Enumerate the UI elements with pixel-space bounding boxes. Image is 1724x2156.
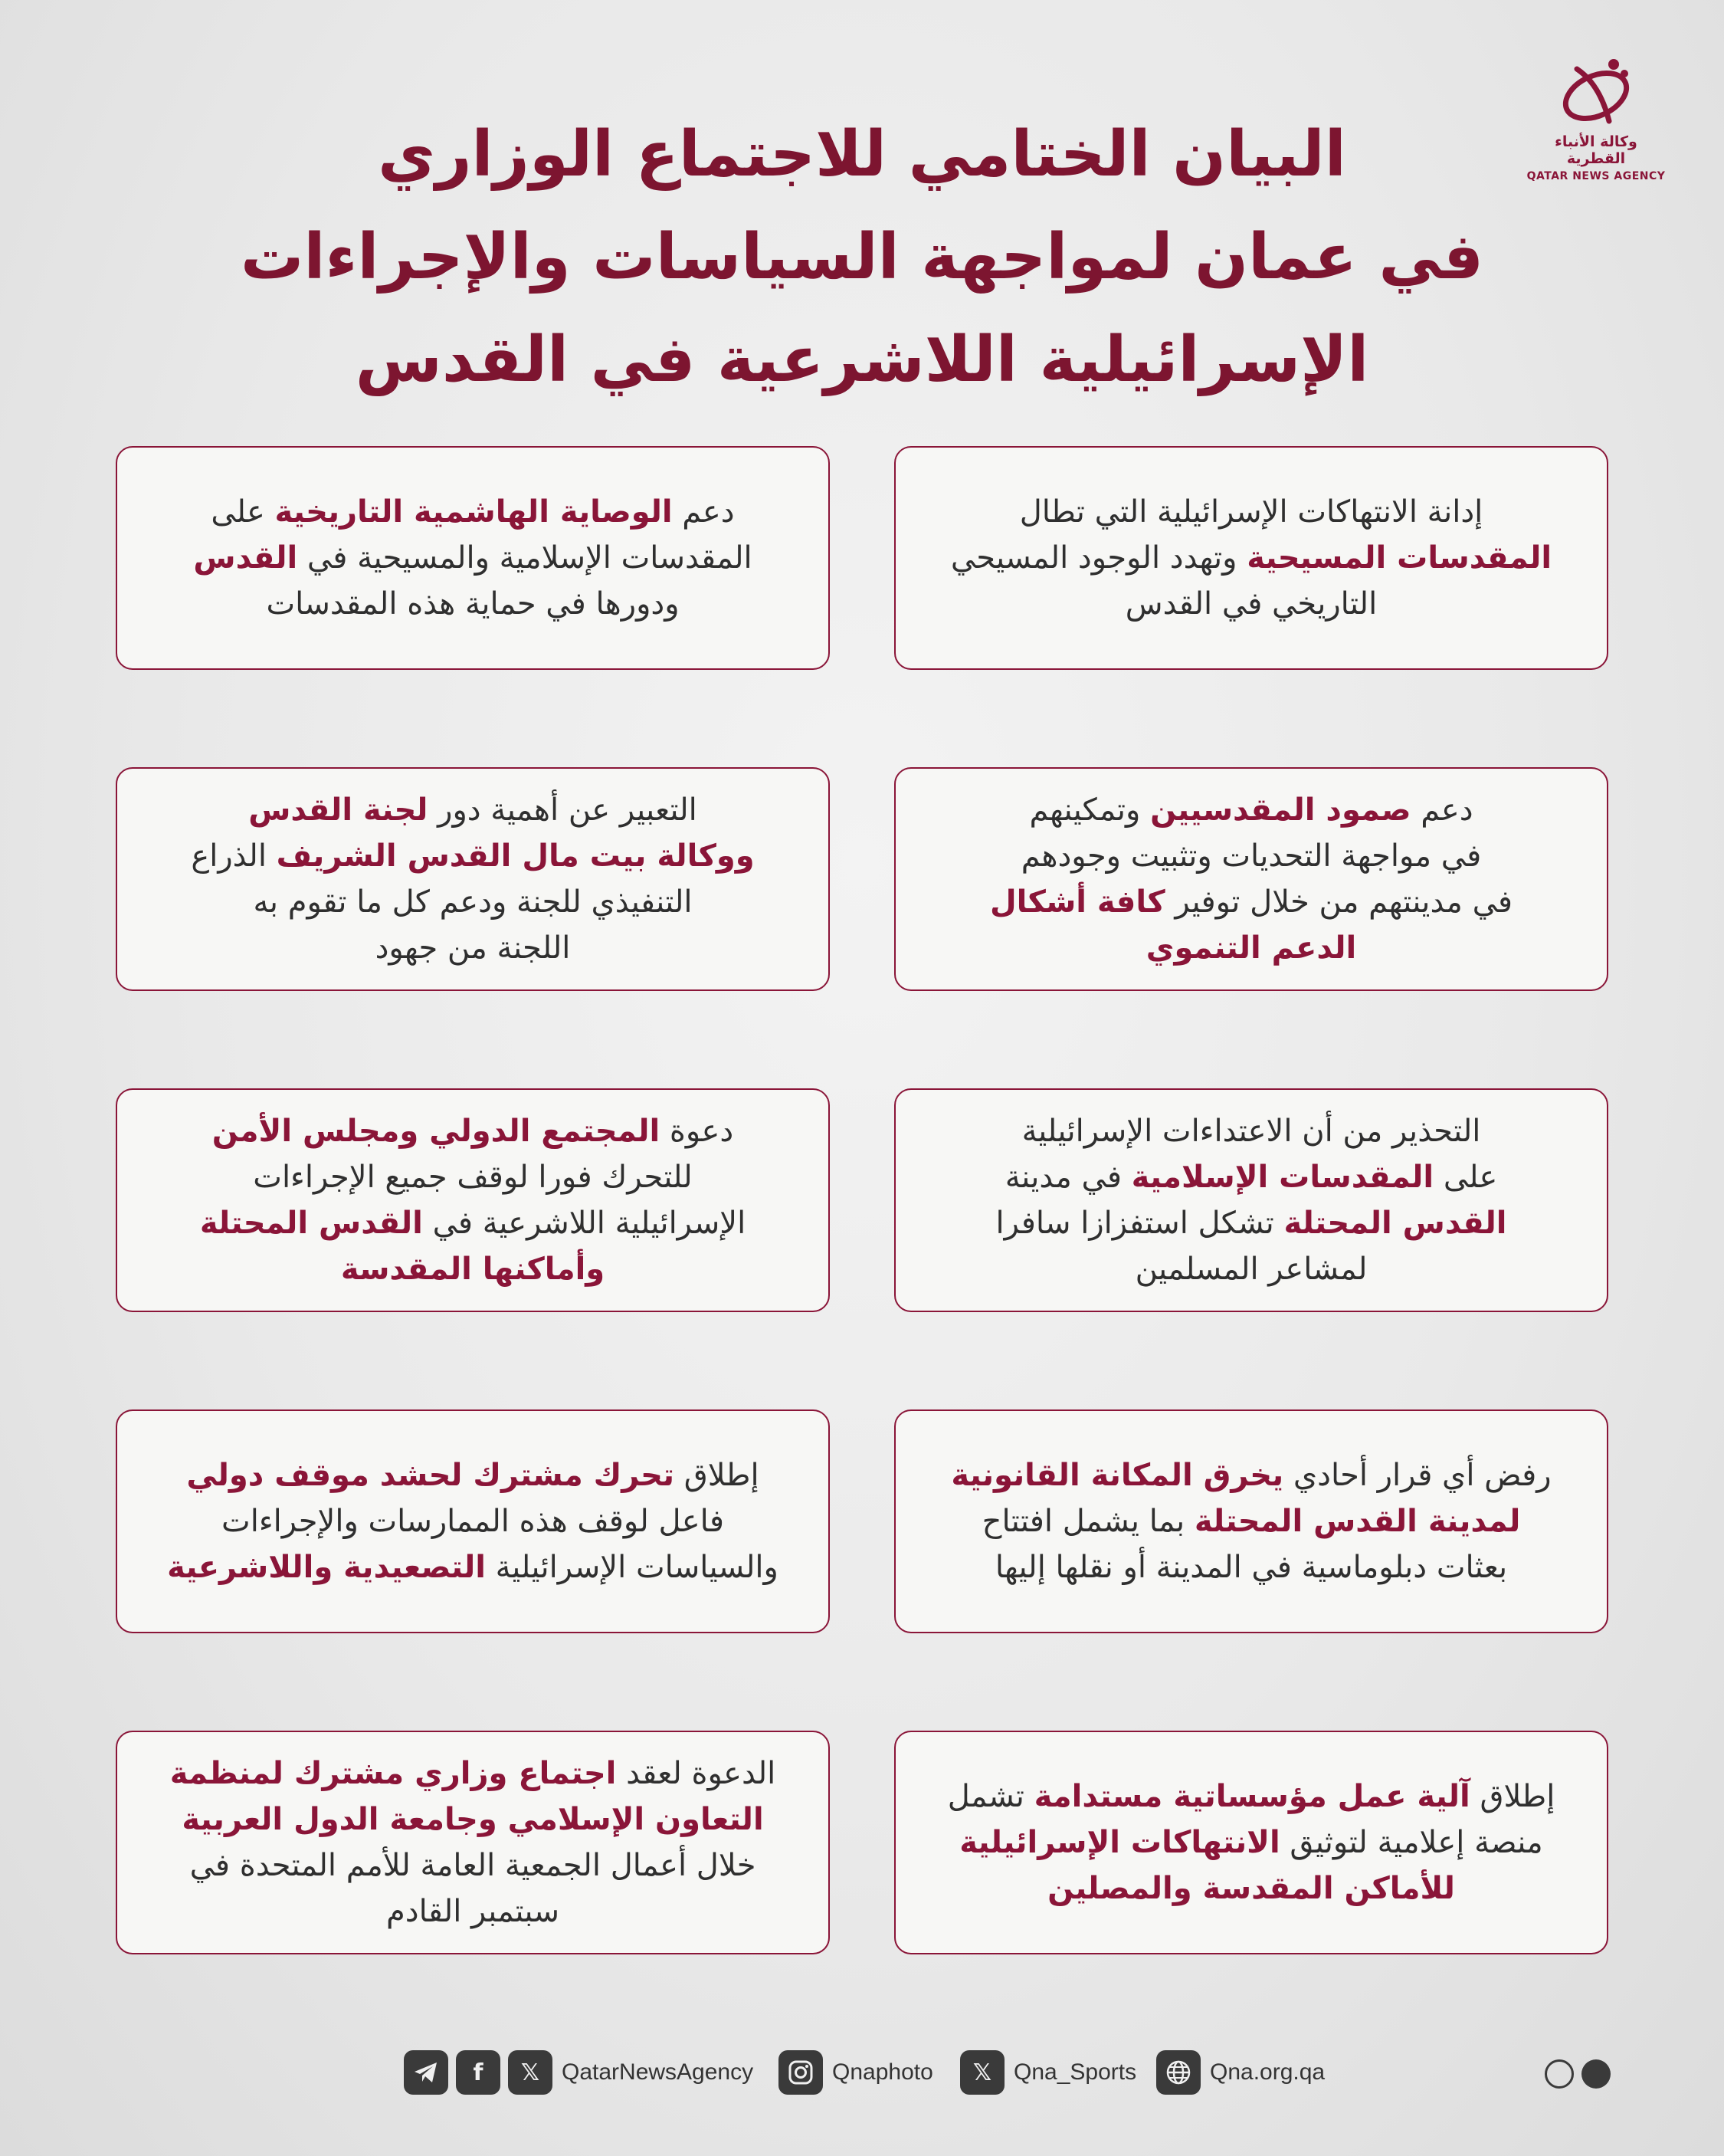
body-text: اللجنة من جهود xyxy=(375,930,571,966)
body-text: إطلاق xyxy=(674,1458,759,1493)
body-text: المقدسات الإسلامية والمسيحية في xyxy=(297,540,752,576)
page-title xyxy=(230,103,1494,412)
body-text: وتهدد الوجود المسيحي xyxy=(950,540,1247,576)
body-text: التعبير عن أهمية دور xyxy=(428,793,697,828)
body-text: منصة إعلامية لتوثيق xyxy=(1280,1825,1543,1860)
handle-sports[interactable]: Qna_Sports xyxy=(1014,2059,1137,2085)
handle-instagram[interactable]: Qnaphoto xyxy=(832,2059,933,2085)
body-text: للتحرك فورا لوقف جميع الإجراءات xyxy=(253,1160,693,1195)
body-text: في مدينة xyxy=(1005,1160,1132,1195)
telegram-icon[interactable] xyxy=(404,2050,448,2095)
highlight-text: التعاون الإسلامي وجامعة الدول العربية xyxy=(182,1802,764,1837)
statement-text xyxy=(990,787,1513,971)
highlight-text: اجتماع وزاري مشترك لمنظمة xyxy=(169,1756,617,1791)
statement-text xyxy=(193,489,752,627)
highlight-text: ووكالة بيت مال القدس الشريف xyxy=(276,838,755,874)
highlight-text: الوصاية الهاشمية التاريخية xyxy=(274,494,673,530)
body-text: خلال أعمال الجمعية العامة للأمم المتحدة في xyxy=(189,1848,756,1883)
highlight-text: تحرك مشترك لحشد موقف دولي xyxy=(186,1458,675,1493)
body-text: والسياسات الإسرائيلية xyxy=(485,1550,778,1585)
logo-english-name: QATAR NEWS AGENCY xyxy=(1526,170,1666,182)
body-text: بعثات دبلوماسية في المدينة أو نقلها إليها xyxy=(995,1550,1508,1585)
body-text: التحذير من أن الاعتداءات الإسرائيلية xyxy=(1021,1114,1481,1149)
statement-card-2 xyxy=(116,446,830,670)
statement-card-1 xyxy=(894,446,1608,670)
social-group-web xyxy=(1156,2048,1325,2097)
body-text: الإسرائيلية اللاشرعية في xyxy=(422,1206,746,1241)
title-line-3: الإسرائيلية اللاشرعية في القدس xyxy=(355,323,1369,396)
body-text: دعم xyxy=(1411,793,1473,828)
body-text: بما يشمل افتتاح xyxy=(982,1504,1195,1539)
statement-text xyxy=(951,489,1552,627)
statement-card-8 xyxy=(116,1409,830,1633)
body-text: فاعل لوقف هذه الممارسات والإجراءات xyxy=(221,1504,724,1539)
statement-card-3 xyxy=(894,767,1608,991)
body-text: على xyxy=(1434,1160,1498,1195)
globe-icon[interactable] xyxy=(1156,2050,1201,2095)
highlight-text: للأماكن المقدسة والمصلين xyxy=(1047,1871,1455,1906)
facebook-icon[interactable]: f xyxy=(456,2050,500,2095)
title-line-2: في عمان لمواجهة السياسات والإجراءات xyxy=(240,221,1484,294)
body-text: في مدينتهم من خلال توفير xyxy=(1165,884,1513,920)
statement-card-4 xyxy=(116,767,830,991)
highlight-text: لجنة القدس xyxy=(248,793,428,828)
body-text: التاريخي في القدس xyxy=(1125,586,1378,622)
instagram-icon[interactable] xyxy=(778,2050,823,2095)
statement-card-10 xyxy=(116,1731,830,1954)
body-text: الدعوة لعقد xyxy=(616,1756,776,1791)
highlight-text: الدعم التنموي xyxy=(1146,930,1357,966)
social-group-main xyxy=(404,2048,753,2097)
body-text: تشكل استفزازا سافرا xyxy=(995,1206,1284,1241)
highlight-text: الانتهاكات الإسرائيلية xyxy=(959,1825,1280,1860)
statement-text xyxy=(951,1452,1551,1590)
body-text: رفض أي قرار أحادي xyxy=(1283,1458,1552,1493)
highlight-text: المقدسات المسيحية xyxy=(1247,540,1552,576)
statement-text xyxy=(948,1774,1555,1912)
qna-emblem-icon xyxy=(1554,54,1638,130)
body-text: إدانة الانتهاكات الإسرائيلية التي تطال xyxy=(1019,494,1483,530)
body-text: تشمل xyxy=(947,1779,1034,1814)
body-text: ودورها في حماية هذه المقدسات xyxy=(266,586,680,622)
page-dot-inactive[interactable] xyxy=(1545,2059,1574,2089)
body-text: على xyxy=(211,494,275,530)
page-dot-active[interactable] xyxy=(1581,2059,1611,2089)
social-group-instagram xyxy=(778,2048,933,2097)
highlight-text: التصعيدية واللاشرعية xyxy=(167,1550,486,1585)
highlight-text: القدس xyxy=(193,540,298,576)
statement-card-7 xyxy=(894,1409,1608,1633)
statement-card-5 xyxy=(894,1088,1608,1312)
highlight-text: كافة أشكال xyxy=(989,884,1165,920)
highlight-text: القدس المحتلة xyxy=(199,1206,423,1241)
body-text: إطلاق xyxy=(1470,1779,1555,1814)
body-text: في مواجهة التحديات وتثبيت وجودهم xyxy=(1021,838,1482,874)
body-text: الذراع xyxy=(191,838,277,874)
statement-text xyxy=(200,1108,746,1292)
highlight-text: القدس المحتلة xyxy=(1283,1206,1507,1241)
title-line-1: البيان الختامي للاجتماع الوزاري xyxy=(378,118,1346,191)
body-text: سبتمبر القادم xyxy=(386,1894,559,1929)
body-text: دعم xyxy=(672,494,735,530)
x-icon[interactable]: 𝕏 xyxy=(960,2050,1005,2095)
highlight-text: لمدينة القدس المحتلة xyxy=(1194,1504,1521,1539)
social-footer xyxy=(0,2048,1724,2097)
page-indicator xyxy=(1545,2059,1611,2089)
x-icon[interactable]: 𝕏 xyxy=(508,2050,552,2095)
statement-text xyxy=(191,787,754,971)
logo-arabic-name: وكالة الأنباء القطرية xyxy=(1555,133,1637,167)
statement-text xyxy=(167,1452,778,1590)
qna-logo xyxy=(1523,54,1669,182)
highlight-text: آلية عمل مؤسساتية مستدامة xyxy=(1034,1779,1470,1814)
statement-text xyxy=(996,1108,1507,1292)
body-text: لمشاعر المسلمين xyxy=(1135,1252,1368,1287)
social-group-sports xyxy=(960,2048,1136,2097)
highlight-text: المقدسات الإسلامية xyxy=(1131,1160,1434,1195)
handle-main[interactable]: QatarNewsAgency xyxy=(562,2059,754,2085)
body-text: دعوة xyxy=(660,1114,734,1149)
website-link[interactable]: Qna.org.qa xyxy=(1210,2059,1326,2085)
statement-card-6 xyxy=(116,1088,830,1312)
highlight-text: المجتمع الدولي ومجلس الأمن xyxy=(211,1114,660,1149)
highlight-text: وأماكنها المقدسة xyxy=(340,1252,605,1287)
highlight-text: صمود المقدسيين xyxy=(1150,793,1411,828)
body-text: التنفيذي للجنة ودعم كل ما تقوم به xyxy=(253,884,693,920)
body-text: وتمكينهم xyxy=(1029,793,1151,828)
statement-card-9 xyxy=(894,1731,1608,1954)
statement-text xyxy=(170,1751,776,1934)
highlight-text: يخرق المكانة القانونية xyxy=(951,1458,1284,1493)
